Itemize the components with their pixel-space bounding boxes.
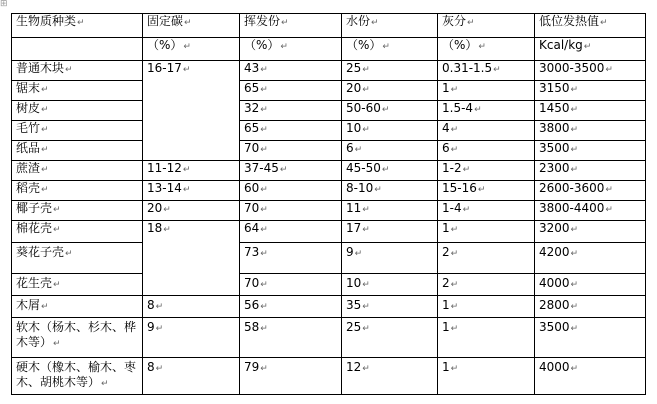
heat-cell: 3500↵ <box>535 141 646 161</box>
moisture-cell: 9↵ <box>342 243 438 274</box>
name-cell: 花生壳↵ <box>12 274 143 296</box>
volatile-cell: 64↵ <box>240 221 342 243</box>
heat-cell: 2600-3600↵ <box>535 181 646 201</box>
carbon-cell: 8↵ <box>143 358 240 395</box>
carbon-cell: 16-17↵ <box>143 61 240 161</box>
carbon-cell: 20↵ <box>143 201 240 221</box>
ash-cell: 4↵ <box>438 121 535 141</box>
name-cell: 普通木块↵ <box>12 61 143 81</box>
table-row <box>12 201 646 221</box>
ash-cell: 0.31-1.5↵ <box>438 61 535 81</box>
name-cell: 树皮↵ <box>12 101 143 121</box>
volatile-cell: 32↵ <box>240 101 342 121</box>
volatile-cell: 79↵ <box>240 358 342 395</box>
table-row <box>12 296 646 318</box>
table-row <box>12 161 646 181</box>
moisture-cell: 17↵ <box>342 221 438 243</box>
ash-cell: 1↵ <box>438 221 535 243</box>
name-cell: 软木（杨木、杉木、桦木等）↵ <box>12 318 143 358</box>
carbon-cell: 13-14↵ <box>143 181 240 201</box>
volatile-cell: 60↵ <box>240 181 342 201</box>
volatile-cell: 58↵ <box>240 318 342 358</box>
name-cell: 稻壳↵ <box>12 181 143 201</box>
carbon-cell: 8↵ <box>143 296 240 318</box>
unit-row <box>12 38 646 61</box>
name-cell: 纸品↵ <box>12 141 143 161</box>
table-row <box>12 121 646 141</box>
ash-cell: 1↵ <box>438 81 535 101</box>
ash-cell: 2↵ <box>438 274 535 296</box>
biomass-table <box>11 13 646 395</box>
ash-cell: 6↵ <box>438 141 535 161</box>
unit-cell: （%）↵ <box>143 38 240 61</box>
heat-cell: 3200↵ <box>535 221 646 243</box>
anchor-corner-mark: ⊞ <box>0 0 8 9</box>
carbon-cell: 18↵ <box>143 221 240 296</box>
heat-cell: 3800-4400↵ <box>535 201 646 221</box>
ash-cell: 1↵ <box>438 358 535 395</box>
header-cell: 固定碳↵ <box>143 14 240 38</box>
moisture-cell: 11↵ <box>342 201 438 221</box>
ash-cell: 1-4↵ <box>438 201 535 221</box>
volatile-cell: 70↵ <box>240 201 342 221</box>
ash-cell: 1-2↵ <box>438 161 535 181</box>
moisture-cell: 10↵ <box>342 121 438 141</box>
carbon-cell: 9↵ <box>143 318 240 358</box>
moisture-cell: 10↵ <box>342 274 438 296</box>
moisture-cell: 20↵ <box>342 81 438 101</box>
moisture-cell: 12↵ <box>342 358 438 395</box>
name-cell: 锯末↵ <box>12 81 143 101</box>
unit-cell <box>12 38 143 61</box>
volatile-cell: 70↵ <box>240 141 342 161</box>
heat-cell: 3000-3500↵ <box>535 61 646 81</box>
ash-cell: 1↵ <box>438 318 535 358</box>
moisture-cell: 50-60↵ <box>342 101 438 121</box>
table-row <box>12 318 646 358</box>
name-cell: 葵花子壳↵ <box>12 243 143 274</box>
volatile-cell: 43↵ <box>240 61 342 81</box>
ash-cell: 2↵ <box>438 243 535 274</box>
heat-cell: 2800↵ <box>535 296 646 318</box>
name-cell: 椰子壳↵ <box>12 201 143 221</box>
moisture-cell: 35↵ <box>342 296 438 318</box>
moisture-cell: 25↵ <box>342 61 438 81</box>
volatile-cell: 73↵ <box>240 243 342 274</box>
table-row <box>12 81 646 101</box>
name-cell: 棉花壳↵ <box>12 221 143 243</box>
heat-cell: 4000↵ <box>535 274 646 296</box>
header-cell: 水份↵ <box>342 14 438 38</box>
header-cell: 灰分↵ <box>438 14 535 38</box>
header-cell: 低位发热值↵ <box>535 14 646 38</box>
moisture-cell: 6↵ <box>342 141 438 161</box>
table-row <box>12 358 646 395</box>
carbon-cell: 11-12↵ <box>143 161 240 181</box>
name-cell: 木屑↵ <box>12 296 143 318</box>
header-cell: 生物质种类↵ <box>12 14 143 38</box>
volatile-cell: 70↵ <box>240 274 342 296</box>
name-cell: 毛竹↵ <box>12 121 143 141</box>
unit-cell: （%）↵ <box>438 38 535 61</box>
ash-cell: 1.5-4↵ <box>438 101 535 121</box>
header-row <box>12 14 646 38</box>
moisture-cell: 45-50↵ <box>342 161 438 181</box>
name-cell: 蔗渣↵ <box>12 161 143 181</box>
volatile-cell: 65↵ <box>240 81 342 101</box>
volatile-cell: 65↵ <box>240 121 342 141</box>
moisture-cell: 8-10↵ <box>342 181 438 201</box>
table-row <box>12 274 646 296</box>
moisture-cell: 25↵ <box>342 318 438 358</box>
table-row <box>12 243 646 274</box>
unit-cell: （%）↵ <box>342 38 438 61</box>
ash-cell: 1↵ <box>438 296 535 318</box>
heat-cell: 3800↵ <box>535 121 646 141</box>
unit-cell: Kcal/kg↵ <box>535 38 646 61</box>
heat-cell: 3500↵ <box>535 318 646 358</box>
name-cell: 硬木（橡木、榆木、枣木、胡桃木等）↵ <box>12 358 143 395</box>
table-row <box>12 61 646 81</box>
table-row <box>12 181 646 201</box>
volatile-cell: 37-45↵ <box>240 161 342 181</box>
heat-cell: 3150↵ <box>535 81 646 101</box>
heat-cell: 1450↵ <box>535 101 646 121</box>
table-row <box>12 101 646 121</box>
volatile-cell: 56↵ <box>240 296 342 318</box>
ash-cell: 15-16↵ <box>438 181 535 201</box>
heat-cell: 2300↵ <box>535 161 646 181</box>
table-row <box>12 221 646 243</box>
heat-cell: 4200↵ <box>535 243 646 274</box>
table-row <box>12 141 646 161</box>
unit-cell: （%）↵ <box>240 38 342 61</box>
heat-cell: 4000↵ <box>535 358 646 395</box>
header-cell: 挥发份↵ <box>240 14 342 38</box>
